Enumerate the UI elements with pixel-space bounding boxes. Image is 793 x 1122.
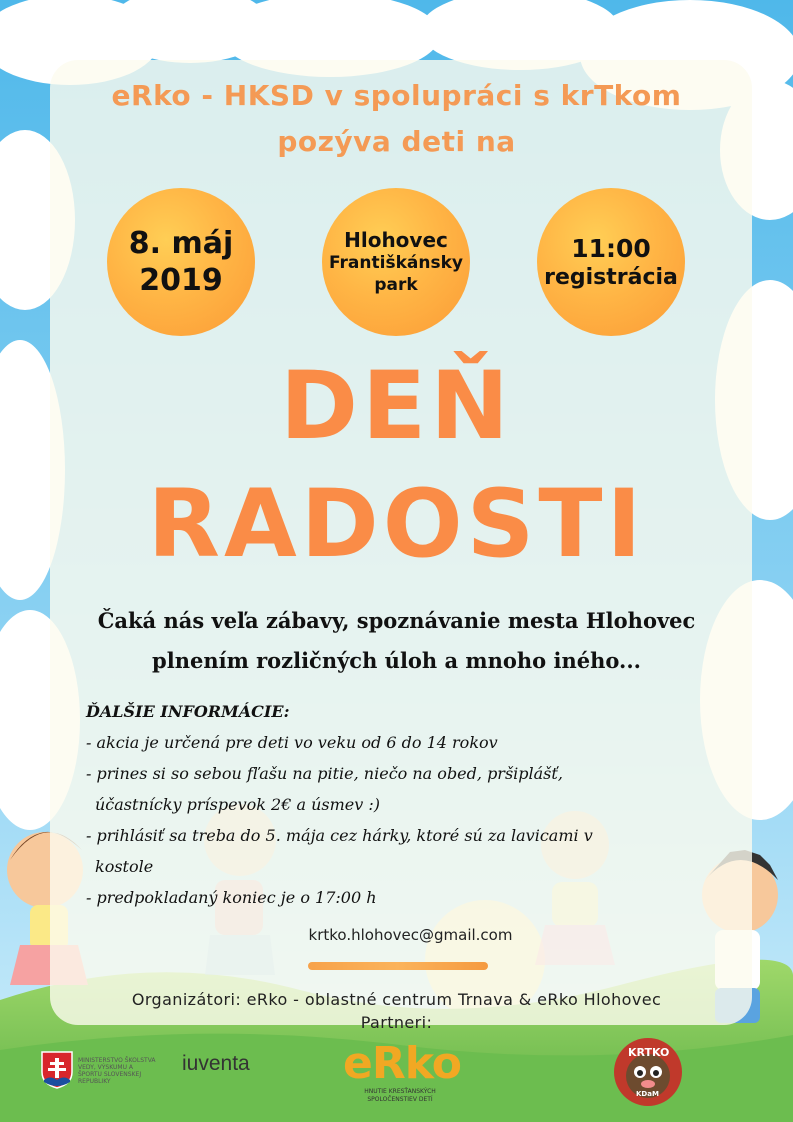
park-line-2: park [374,274,418,295]
erko-logo: eRko [343,1038,462,1089]
info-line: - akcia je určená pre deti vo veku od 6 do 14 rokov [86,733,498,752]
invitation-header-line1: eRko - HKSD v spolupráci s krTkom [111,79,682,112]
event-title-line1: DEŇ [280,352,513,461]
partners-label: Partneri: [360,1013,433,1032]
info-line: - predpokladaný koniec je o 17:00 h [86,888,377,907]
park-line-1: Františkánsky [329,253,463,274]
time-line: 11:00 [571,233,651,263]
info-line: - prihlásiť sa treba do 5. mája cez hárky, ktoré sú za lavicami v [86,826,593,845]
info-line: účastnícky príspevok 2€ a úsmev :) [95,795,381,814]
lead-line2: plnením rozličných úloh a mnoho iného... [152,648,641,673]
event-title-line2: RADOSTI [147,470,646,579]
brush-divider [308,962,488,970]
location-circle [322,188,470,336]
city-line: Hlohovec [344,228,448,253]
info-line: - prines si so sebou fľašu na pitie, niečo na obed, pršiplášť, [86,764,563,783]
info-line: kostole [95,857,154,876]
date-circle [107,188,255,336]
invitation-header-line2: pozýva deti na [277,125,516,158]
erko-logo-subtitle: HNUTIE KRESŤANSKÝCH SPOLOČENSTIEV DETÍ [364,1088,436,1103]
ministry-logo-text: MINISTERSTVO ŠKOLSTVA VEDY, VÝSKUMU A ŠPORTU SLOVENSKEJ REPUBLIKY [78,1057,156,1085]
year-line: 2019 [139,263,223,298]
date-line: 8. máj [128,225,234,261]
krtko-logo-text: KRTKO [628,1046,670,1059]
iuventa-logo: iuventa [182,1052,250,1075]
info-section [86,696,746,913]
contact-email[interactable]: krtko.hlohovec@gmail.com [308,926,513,944]
lead-line1: Čaká nás veľa zábavy, spoznávanie mesta Hlohovec [97,608,696,633]
time-circle [537,188,685,336]
slovak-coat-of-arms-logo [40,1050,74,1090]
registration-line: registrácia [544,264,678,290]
krtko-logo-subtitle: KDaM [636,1090,659,1098]
info-heading: ĎALŠIE INFORMÁCIE: [86,702,290,721]
organizers-line: Organizátori: eRko - oblastné centrum Trnava & eRko Hlohovec [131,990,662,1009]
